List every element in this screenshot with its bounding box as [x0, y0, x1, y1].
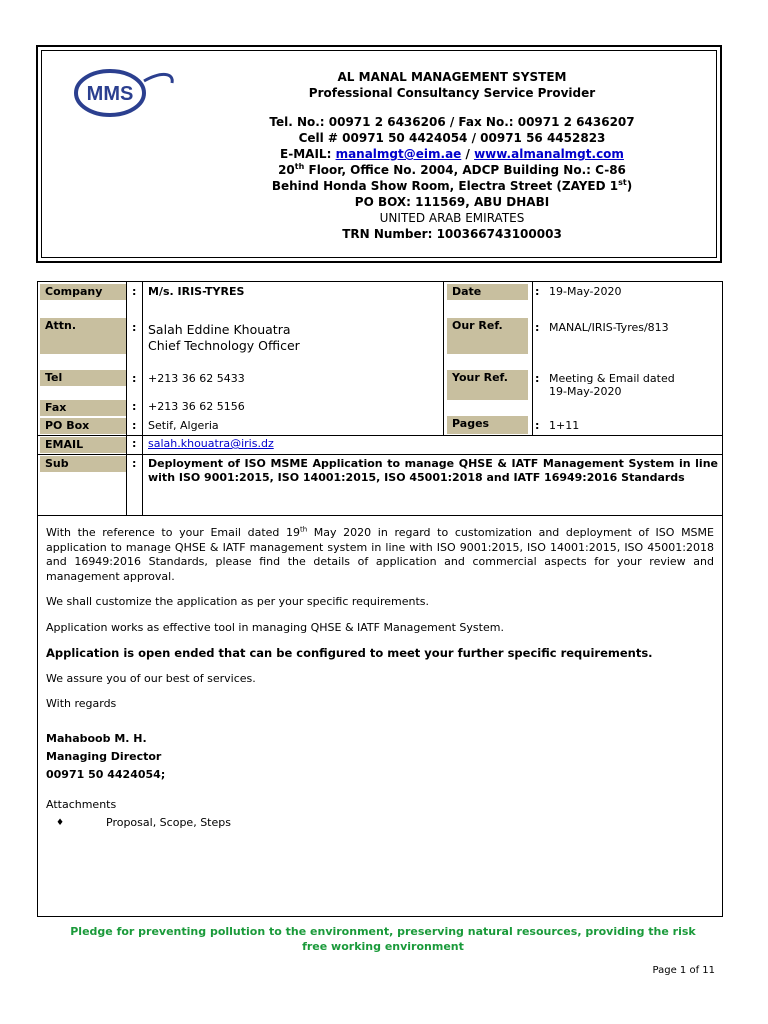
signer-title: Managing Director — [46, 749, 162, 763]
attachments-label: Attachments — [46, 797, 117, 811]
logo-text: MMS — [86, 83, 134, 105]
letterhead — [36, 45, 722, 263]
trn-line: TRN Number: 100366743100003 — [342, 227, 562, 241]
fax-label: Fax — [40, 400, 126, 416]
regards-text: With regards — [46, 697, 117, 710]
company-tagline: Professional Consultancy Service Provider — [308, 86, 596, 100]
recipient-email-link[interactable]: salah.khouatra@iris.dz — [148, 437, 274, 450]
date-value: 19-May-2020 — [549, 285, 622, 298]
pobox-line: PO BOX: 111569, ABU DHABI — [354, 195, 550, 209]
tool-paragraph: Application works as effective tool in managing QHSE & IATF Management System. — [46, 620, 504, 634]
attn-title: Chief Technology Officer — [148, 338, 300, 353]
company-details — [192, 69, 712, 242]
company-website-link[interactable]: www.almanalmgt.com — [474, 147, 624, 161]
company-value: M/s. IRIS-TYRES — [148, 285, 245, 298]
cell-line: Cell # 00971 50 4424054 / 00971 56 4452823 — [298, 131, 606, 145]
address-line-1: 20th Floor, Office No. 2004, ADCP Building No.: C-86 — [278, 162, 626, 177]
address-line-2: Behind Honda Show Room, Electra Street (ZAYED 1st) — [271, 178, 633, 193]
our-ref-value: MANAL/IRIS-Tyres/813 — [549, 321, 669, 334]
intro-paragraph: With the reference to your Email dated 19th May 2020 in regard to customization and deployment of ISO MSME application to manage QHSE & IATF management system in line with ISO 9001:2015, ISO 14001:2015, ISO 45001:2018 and 16949:2016 Standards, please find the details of application and commercial aspects for your review and management approval. — [46, 525, 714, 583]
your-ref-label: Your Ref. — [447, 370, 528, 400]
open-ended-paragraph: Application is open ended that can be configured to meet your further specific requirements. — [46, 646, 653, 660]
attn-name: Salah Eddine Khouatra — [148, 322, 291, 337]
signature-block — [46, 730, 714, 784]
our-ref-label: Our Ref. — [447, 318, 528, 354]
tel-value: +213 36 62 5433 — [148, 372, 245, 385]
subject-value: Deployment of ISO MSME Application to manage QHSE & IATF Management System in line with ISO 9001:2015, ISO 14001:2015, ISO 45001:2018 and IATF 16949:2016 Standards — [148, 457, 718, 484]
company-email-link[interactable]: manalmgt@eim.ae — [335, 147, 462, 161]
tel-label: Tel — [40, 370, 126, 386]
page-number: Page 1 of 11 — [652, 965, 715, 976]
attn-value — [148, 322, 300, 354]
letter-info-table: Company : M/s. IRIS-TYRES Date : 19-May-2020 Attn. : Salah Eddine Khouatra Chief Technology Officer Our Ref. : MANAL/IRIS-Tyres/813 Tel : +213 36 62 5433 Your Ref. : Meeting & Email dated 19-May-2020 Fax : +213 36 62 5156 PO Box : Setif, Algeria Pages : 1+11 EMAIL : salah.khouatra@iris.dz Sub : Deployment of ISO MSME Application to manage QHSE & IATF Management System in line with ISO 9001:2015, ISO 14001:2015, ISO 45001:2018 and IATF 16949:2016 Standards — [37, 281, 723, 516]
letterhead-inner-border — [41, 50, 717, 258]
pages-label: Pages — [447, 416, 528, 434]
company-name: AL MANAL MANAGEMENT SYSTEM — [337, 70, 567, 84]
assurance-paragraph: We assure you of our best of services. — [46, 671, 256, 685]
company-label: Company — [40, 284, 126, 300]
mms-logo — [62, 63, 182, 123]
signer-name: Mahaboob M. H. — [46, 731, 147, 745]
country-line: UNITED ARAB EMIRATES — [379, 211, 525, 225]
diamond-bullet-icon: ♦ — [56, 818, 65, 828]
email-label: EMAIL — [40, 437, 126, 453]
fax-value: +213 36 62 5156 — [148, 400, 245, 413]
email-web-line: E-MAIL: manalmgt@eim.ae / www.almanalmgt.com — [280, 147, 624, 161]
date-label: Date — [447, 284, 528, 300]
environment-pledge: Pledge for preventing pollution to the environment, preserving natural resources, providing the risk free working environment — [70, 925, 696, 953]
attachment-item: ♦ Proposal, Scope, Steps — [56, 816, 231, 829]
tel-fax-line: Tel. No.: 00971 2 6436206 / Fax No.: 00971 2 6436207 — [269, 115, 635, 129]
pobox-label: PO Box — [40, 418, 126, 434]
pobox-value: Setif, Algeria — [148, 419, 219, 432]
attn-label: Attn. — [40, 318, 126, 354]
letter-body — [37, 515, 723, 917]
subject-label: Sub — [40, 456, 126, 472]
your-ref-value: Meeting & Email dated 19-May-2020 — [549, 372, 675, 398]
pages-value: 1+11 — [549, 419, 580, 432]
customize-paragraph: We shall customize the application as per your specific requirements. — [46, 595, 430, 608]
signer-phone: 00971 50 4424054; — [46, 767, 166, 781]
